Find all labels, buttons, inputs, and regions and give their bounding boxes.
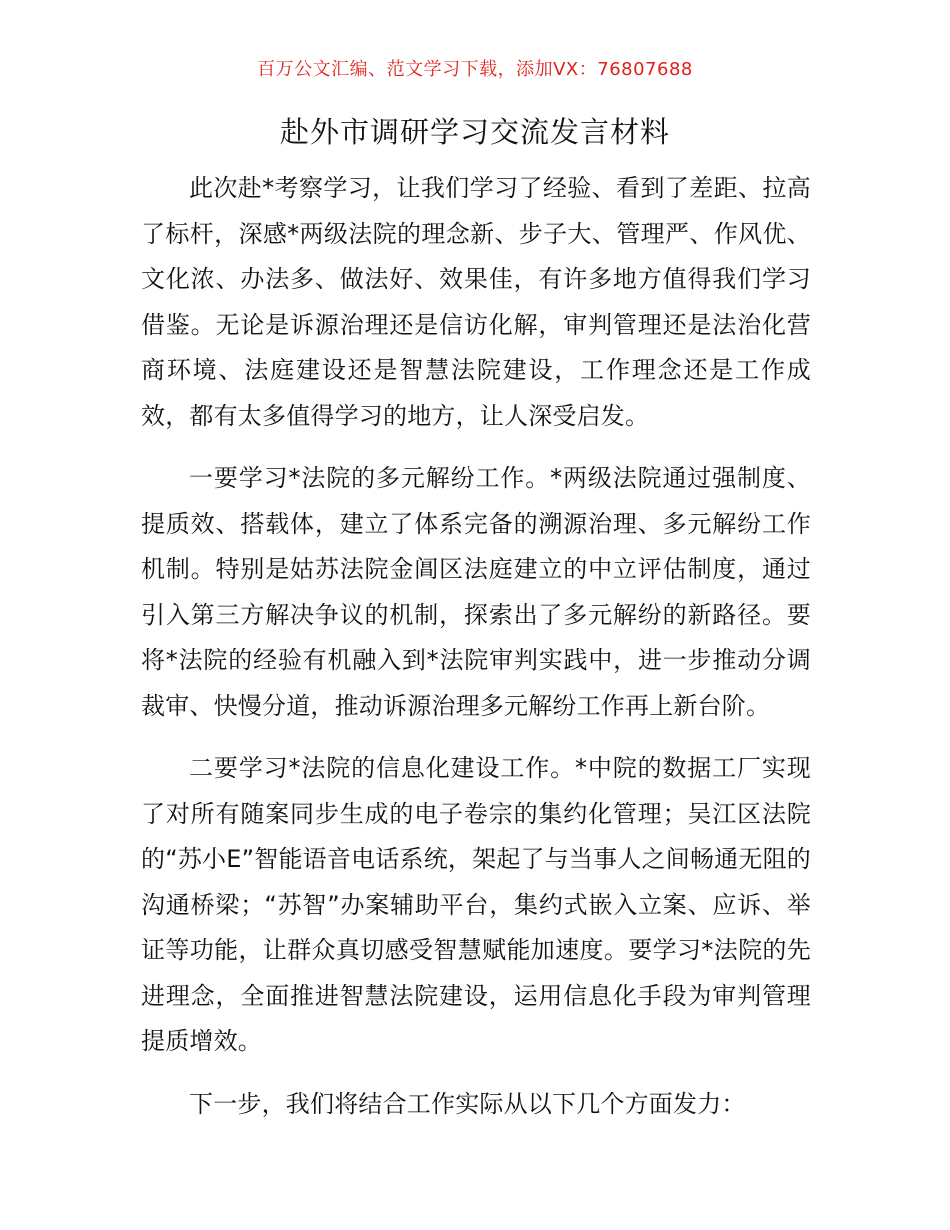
header-watermark-note: 百万公文汇编、范文学习下载，添加VX：76807688 [257, 59, 693, 80]
paragraph-point-two: 二要学习*法院的信息化建设工作。*中院的数据工厂实现了对所有随案同步生成的电子卷宗的集约化管理；吴江区法院的“苏小E”智能语音电话系统，架起了与当事人之间畅通无阻的沟通桥梁；“苏智”办案辅助平台，集约式嵌入立案、应诉、举证等功能，让群众真切感受智慧赋能加速度。要学习*法院的先进理念，全面推进智慧法院建设，运用信息化手段为审判管理提质增效。 [141, 754, 811, 1055]
paragraph-next-steps: 下一步，我们将结合工作实际从以下几个方面发力： [189, 1089, 746, 1118]
document-body [141, 166, 811, 1144]
paragraph-point-one: 一要学习*法院的多元解纷工作。*两级法院通过强制度、提质效、搭载体，建立了体系完备的溯源治理、多元解纷工作机制。特别是姑苏法院金阊区法庭建立的中立评估制度，通过引入第三方解决争议的机制，探索出了多元解纷的新路径。要将*法院的经验有机融入到*法院审判实践中，进一步推动分调裁审、快慢分道，推动诉源治理多元解纷工作再上新台阶。 [141, 464, 811, 720]
document-title: 赴外市调研学习交流发言材料 [279, 115, 670, 149]
paragraph-intro: 此次赴*考察学习，让我们学习了经验、看到了差距、拉高了标杆，深感*两级法院的理念新、步子大、管理严、作风优、文化浓、办法多、做法好、效果佳，有许多地方值得我们学习借鉴。无论是诉源治理还是信访化解，审判管理还是法治化营商环境、法庭建设还是智慧法院建设，工作理念还是工作成效，都有太多值得学习的地方，让人深受启发。 [141, 174, 811, 430]
